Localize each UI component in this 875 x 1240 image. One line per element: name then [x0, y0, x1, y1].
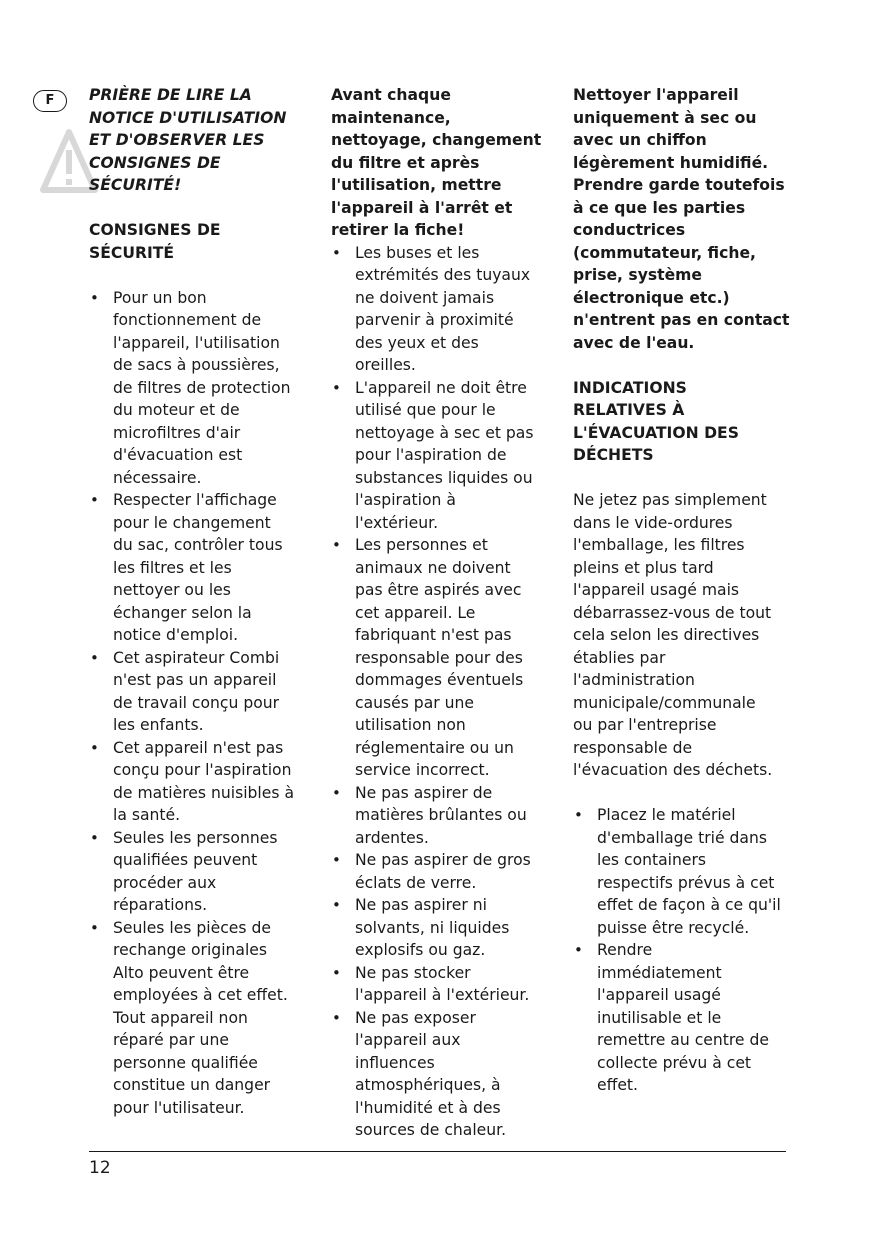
- list-item: • Ne pas aspirer de matières brûlantes ou ardentes.: [331, 782, 547, 850]
- list-item: • Les personnes et animaux ne doivent pas être aspirés avec cet appareil. Le fabriquant n'est pas responsable pour des dommages éventuels causés par une utilisation non réglementaire ou un service incorrect.: [331, 534, 547, 782]
- column-cleaning-disposal: [573, 84, 793, 1097]
- list-item: • Cet appareil n'est pas conçu pour l'aspiration de matières nuisibles à la santé.: [89, 737, 303, 827]
- column-usage: [331, 84, 547, 1142]
- list-item: • Ne pas stocker l'appareil à l'extérieur.: [331, 962, 547, 1007]
- cleaning-heading: Nettoyer l'appareil uniquement à sec ou avec un chiffon légèrement humidifié. Prendre garde toutefois à ce que les parties conductrices (commutateur, fiche, prise, système électronique etc.) n'entrent pas en contact avec de l'eau.: [573, 86, 790, 352]
- usage-list: [331, 242, 547, 1142]
- safety-list: [89, 287, 303, 1120]
- maintenance-warning-heading: Avant chaque maintenance, nettoyage, changement du filtre et après l'utilisation, mettre l'appareil à l'arrêt et retirer la fiche!: [331, 86, 542, 239]
- list-item: • Seules les personnes qualifiées peuvent procéder aux réparations.: [89, 827, 303, 917]
- list-item: • Ne pas exposer l'appareil aux influences atmosphériques, à l'humidité et à des sources de chaleur.: [331, 1007, 547, 1142]
- list-item: • Seules les pièces de rechange originales Alto peuvent être employées à cet effet. Tout appareil non réparé par une personne qualifiée constitue un danger pour l'utilisateur.: [89, 917, 303, 1120]
- list-item: • Pour un bon fonctionnement de l'appareil, l'utilisation de sacs à poussières, de filtres de protection du moteur et de microfiltres d'air d'évacuation est nécessaire.: [89, 287, 303, 490]
- list-item: • Ne pas aspirer de gros éclats de verre.: [331, 849, 547, 894]
- safety-section-heading: CONSIGNES DE SÉCURITÉ: [89, 221, 221, 262]
- list-item: • Cet aspirateur Combi n'est pas un appareil de travail conçu pour les enfants.: [89, 647, 303, 737]
- list-item: • L'appareil ne doit être utilisé que pour le nettoyage à sec et pas pour l'aspiration de substances liquides ou l'aspiration à l'extérieur.: [331, 377, 547, 535]
- disposal-list: [573, 804, 793, 1097]
- list-item: • Placez le matériel d'emballage trié dans les containers respectifs prévus à cet effet de façon à ce qu'il puisse être recyclé.: [573, 804, 793, 939]
- disposal-paragraph: Ne jetez pas simplement dans le vide-ordures l'emballage, les filtres pleins et plus tard l'appareil usagé mais débarrassez-vous de tout cela selon les directives établies par l'administration municipale/communale ou par l'entreprise responsable de l'évacuation des déchets.: [573, 491, 773, 779]
- language-badge: F: [33, 90, 67, 112]
- list-item: • Les buses et les extrémités des tuyaux ne doivent jamais parvenir à proximité des yeux et des oreilles.: [331, 242, 547, 377]
- list-item: • Respecter l'affichage pour le changement du sac, contrôler tous les filtres et les nettoyer ou les échanger selon la notice d'emploi.: [89, 489, 303, 647]
- footer-rule: [89, 1151, 786, 1152]
- list-item: • Ne pas aspirer ni solvants, ni liquides explosifs ou gaz.: [331, 894, 547, 962]
- column-safety: [89, 84, 303, 1119]
- list-item: • Rendre immédiatement l'appareil usagé inutilisable et le remettre au centre de collecte prévu à cet effet.: [573, 939, 793, 1097]
- read-instructions-heading: PRIÈRE DE LIRE LA NOTICE D'UTILISATION ET D'OBSERVER LES CONSIGNES DE SÉCURITÉ!: [89, 86, 287, 194]
- page-number: 12: [89, 1158, 111, 1178]
- disposal-section-heading: INDICATIONS RELATIVES À L'ÉVACUATION DES DÉCHETS: [573, 378, 739, 464]
